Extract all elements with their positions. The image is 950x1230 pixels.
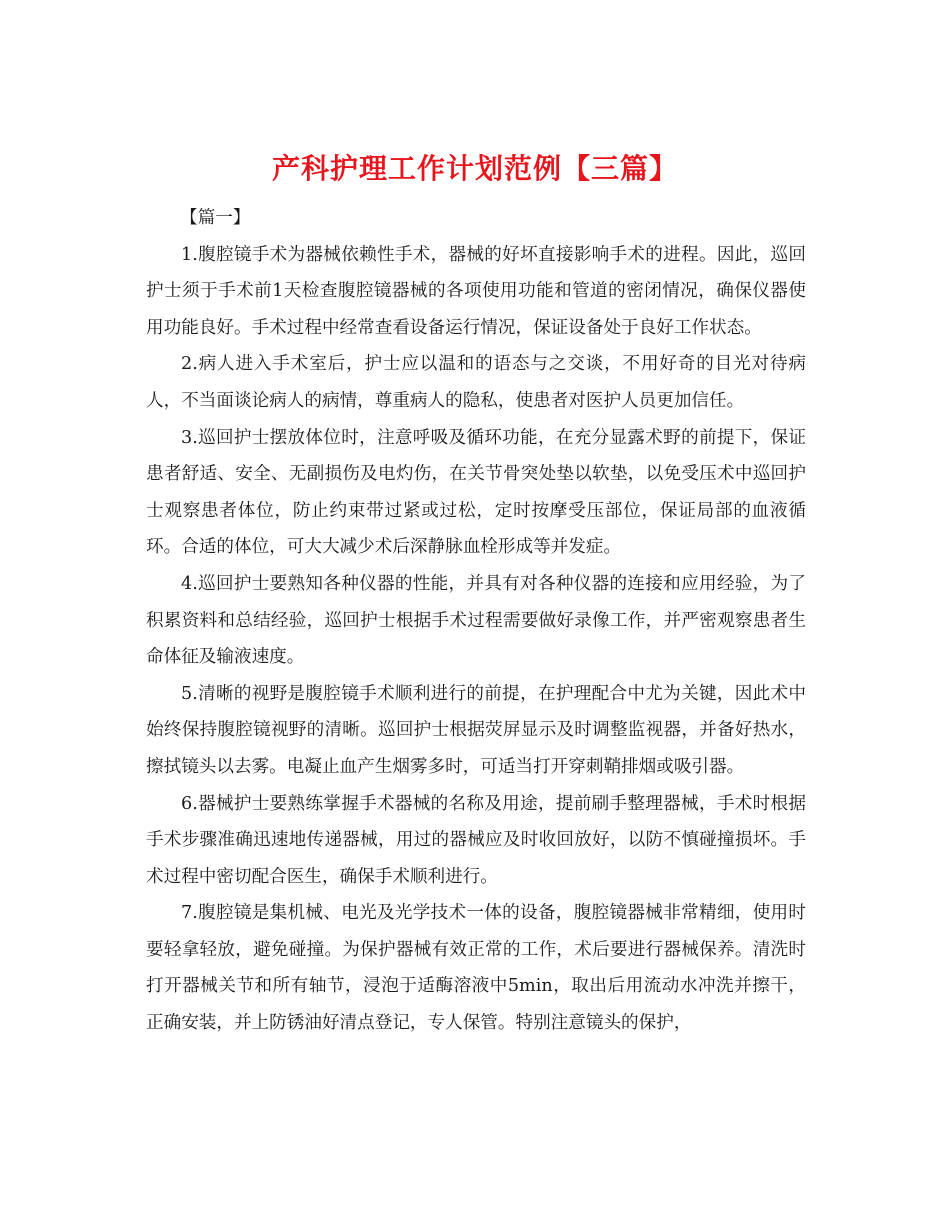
paragraph-4: 4.巡回护士要熟知各种仪器的性能，并具有对各种仪器的连接和应用经验，为了积累资料和总结经验，巡回护士根据手术过程需要做好录像工作，并严密观察患者生命体征及输液速度。 [146,573,806,668]
paragraph-5: 5.清晰的视野是腹腔镜手术顺利进行的前提，在护理配合中尤为关键，因此术中始终保持腹腔镜视野的清晰。巡回护士根据荧屏显示及时调整监视器，并备好热水，擦拭镜头以去雾。电凝止血产生烟雾多时，可适当打开穿刺鞘排烟或吸引器。 [146,683,806,777]
paragraph-6: 6.器械护士要熟练掌握手术器械的名称及用途，提前刷手整理器械，手术时根据手术步骤准确迅速地传递器械，用过的器械应及时收回放好，以防不慎碰撞损坏。手术过程中密切配合医生，确保手术顺利进行。 [146,793,806,887]
paragraph-7: 7.腹腔镜是集机械、电光及光学技术一体的设备，腹腔镜器械非常精细，使用时要轻拿轻放，避免碰撞。为保护器械有效正常的工作，术后要进行器械保养。清洗时打开器械关节和所有轴节，浸泡于适酶溶液中5min，取出后用流动水冲洗并擦干，正确安装，并上防锈油好清点登记，专人保管。特别注意镜头的保护， [146,903,806,1034]
document-body [146,200,806,1042]
paragraph-3: 3.巡回护士摆放体位时，注意呼吸及循环功能，在充分显露术野的前提下，保证患者舒适、安全、无副损伤及电灼伤，在关节骨突处垫以软垫，以免受压术中巡回护士观察患者体位，防止约束带过紧或过松，定时按摩受压部位，保证局部的血液循环。合适的体位，可大大减少术后深静脉血栓形成等并发症。 [146,427,806,558]
paragraph-2: 2.病人进入手术室后，护士应以温和的语态与之交谈，不用好奇的目光对待病人，不当面谈论病人的病情，尊重病人的隐私，使患者对医护人员更加信任。 [146,354,806,411]
section-heading: 【篇一】 [180,208,251,228]
page-title: 产科护理工作计划范例【三篇】 [271,151,678,185]
paragraph-1: 1.腹腔镜手术为器械依赖性手术，器械的好坏直接影响手术的进程。因此，巡回护士须于手术前1天检查腹腔镜器械的各项使用功能和管道的密闭情况，确保仪器使用功能良好。手术过程中经常查看设备运行情况，保证设备处于良好工作状态。 [146,244,806,338]
